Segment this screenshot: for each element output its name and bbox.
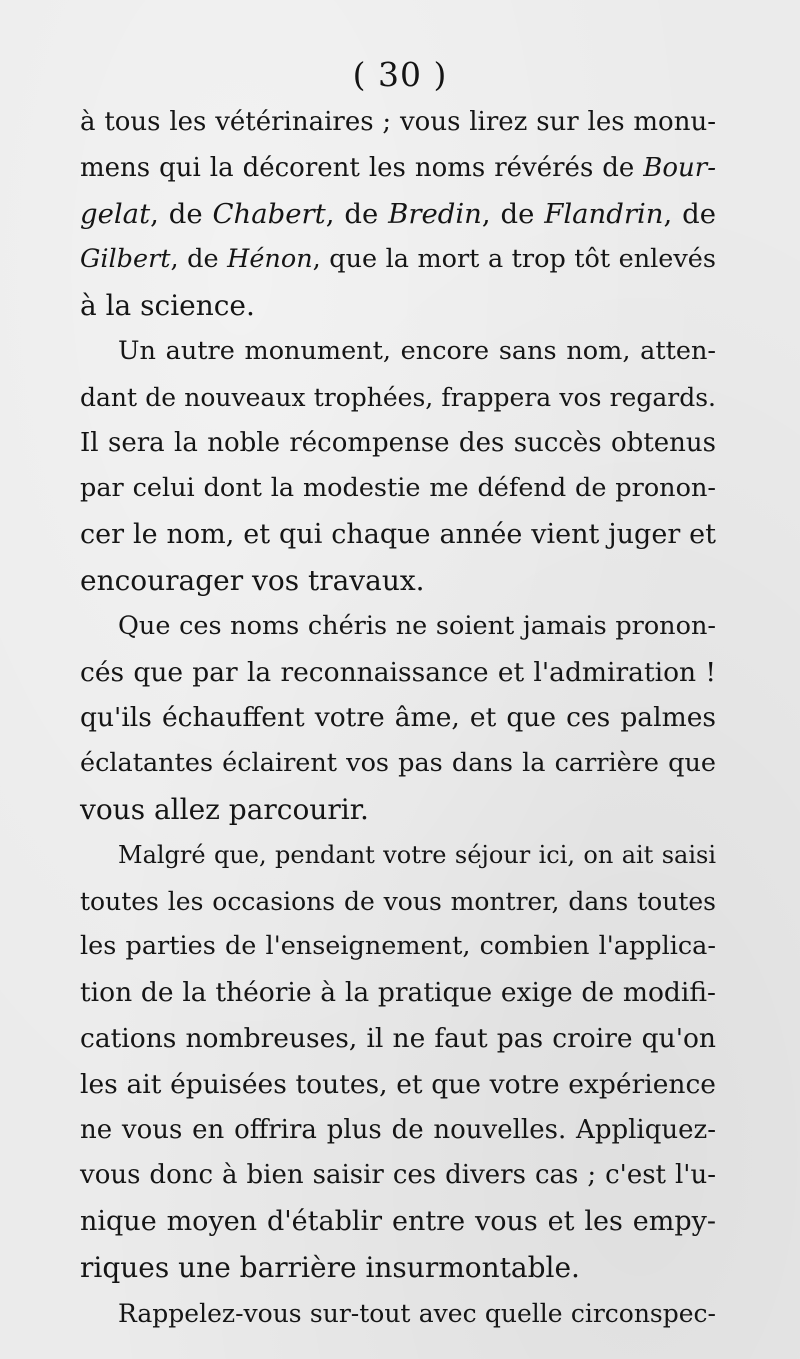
text-segment: mens qui la décorent les noms révérés de <box>80 152 644 183</box>
text-line: Un autre monument, encore sans nom, atten- <box>118 335 716 366</box>
italic-name: Hénon <box>227 244 313 275</box>
page-number: ( 30 ) <box>352 55 448 94</box>
italic-name: gelat <box>80 197 151 230</box>
text-line: nique moyen d'établir entre vous et les empy- <box>80 1206 716 1238</box>
text-line-with-names: gelat, de Chabert, de Bredin, de Flandrin, de <box>80 197 716 230</box>
text-line: les ait épuisées toutes, et que votre expérience <box>80 1068 716 1100</box>
text-line: à la science. <box>80 289 255 323</box>
italic-name: Gilbert <box>80 244 171 275</box>
text-line: riques une barrière insurmontable. <box>80 1250 580 1284</box>
text-line: Malgré que, pendant votre séjour ici, on ait saisi <box>118 840 716 869</box>
text-line: dant de nouveaux trophées, frappera vos regards. <box>80 382 716 412</box>
italic-name: Chabert <box>212 197 326 230</box>
italic-name: Bredin <box>388 197 482 230</box>
text-line: par celui dont la modestie me défend de pronon- <box>80 473 716 504</box>
text-line: qu'ils échauffent votre âme, et que ces palmes <box>80 702 716 734</box>
text-line: Que ces noms chéris ne soient jamais pronon- <box>118 610 716 641</box>
text-line: ne vous en offrira plus de nouvelles. Appliquez- <box>80 1114 716 1145</box>
text-line-with-names: Gilbert, de Hénon, que la mort a trop tôt enlevés <box>80 244 716 275</box>
text-line: vous donc à bien saisir ces divers cas ; c'est l'u- <box>80 1160 716 1191</box>
italic-name: Flandrin <box>544 197 664 230</box>
text-line: éclatantes éclairent vos pas dans la carrière que <box>80 748 716 779</box>
text-line: tion de la théorie à la pratique exige de modifi- <box>80 977 716 1009</box>
text-line: à tous les vétérinaires ; vous lirez sur les monu- <box>80 107 716 137</box>
italic-name: Bour- <box>643 152 716 183</box>
text-line: les parties de l'enseignement, combien l'applica- <box>80 931 716 962</box>
text-line: vous allez parcourir. <box>80 792 369 826</box>
text-line: Il sera la noble récompense des succès obtenus <box>80 427 716 458</box>
text-line: cés que par la reconnaissance et l'admiration ! <box>80 656 716 688</box>
text-line: Rappelez-vous sur-tout avec quelle circonspec- <box>118 1298 716 1328</box>
text-line: cations nombreuses, il ne faut pas croire qu'on <box>80 1022 716 1054</box>
text-line: encourager vos travaux. <box>80 563 425 597</box>
body-text <box>80 100 716 1337</box>
text-line: cer le nom, et qui chaque année vient juger et <box>80 519 716 551</box>
text-line-with-name <box>80 146 716 192</box>
text-line: toutes les occasions de vous montrer, dans toutes <box>80 886 716 916</box>
